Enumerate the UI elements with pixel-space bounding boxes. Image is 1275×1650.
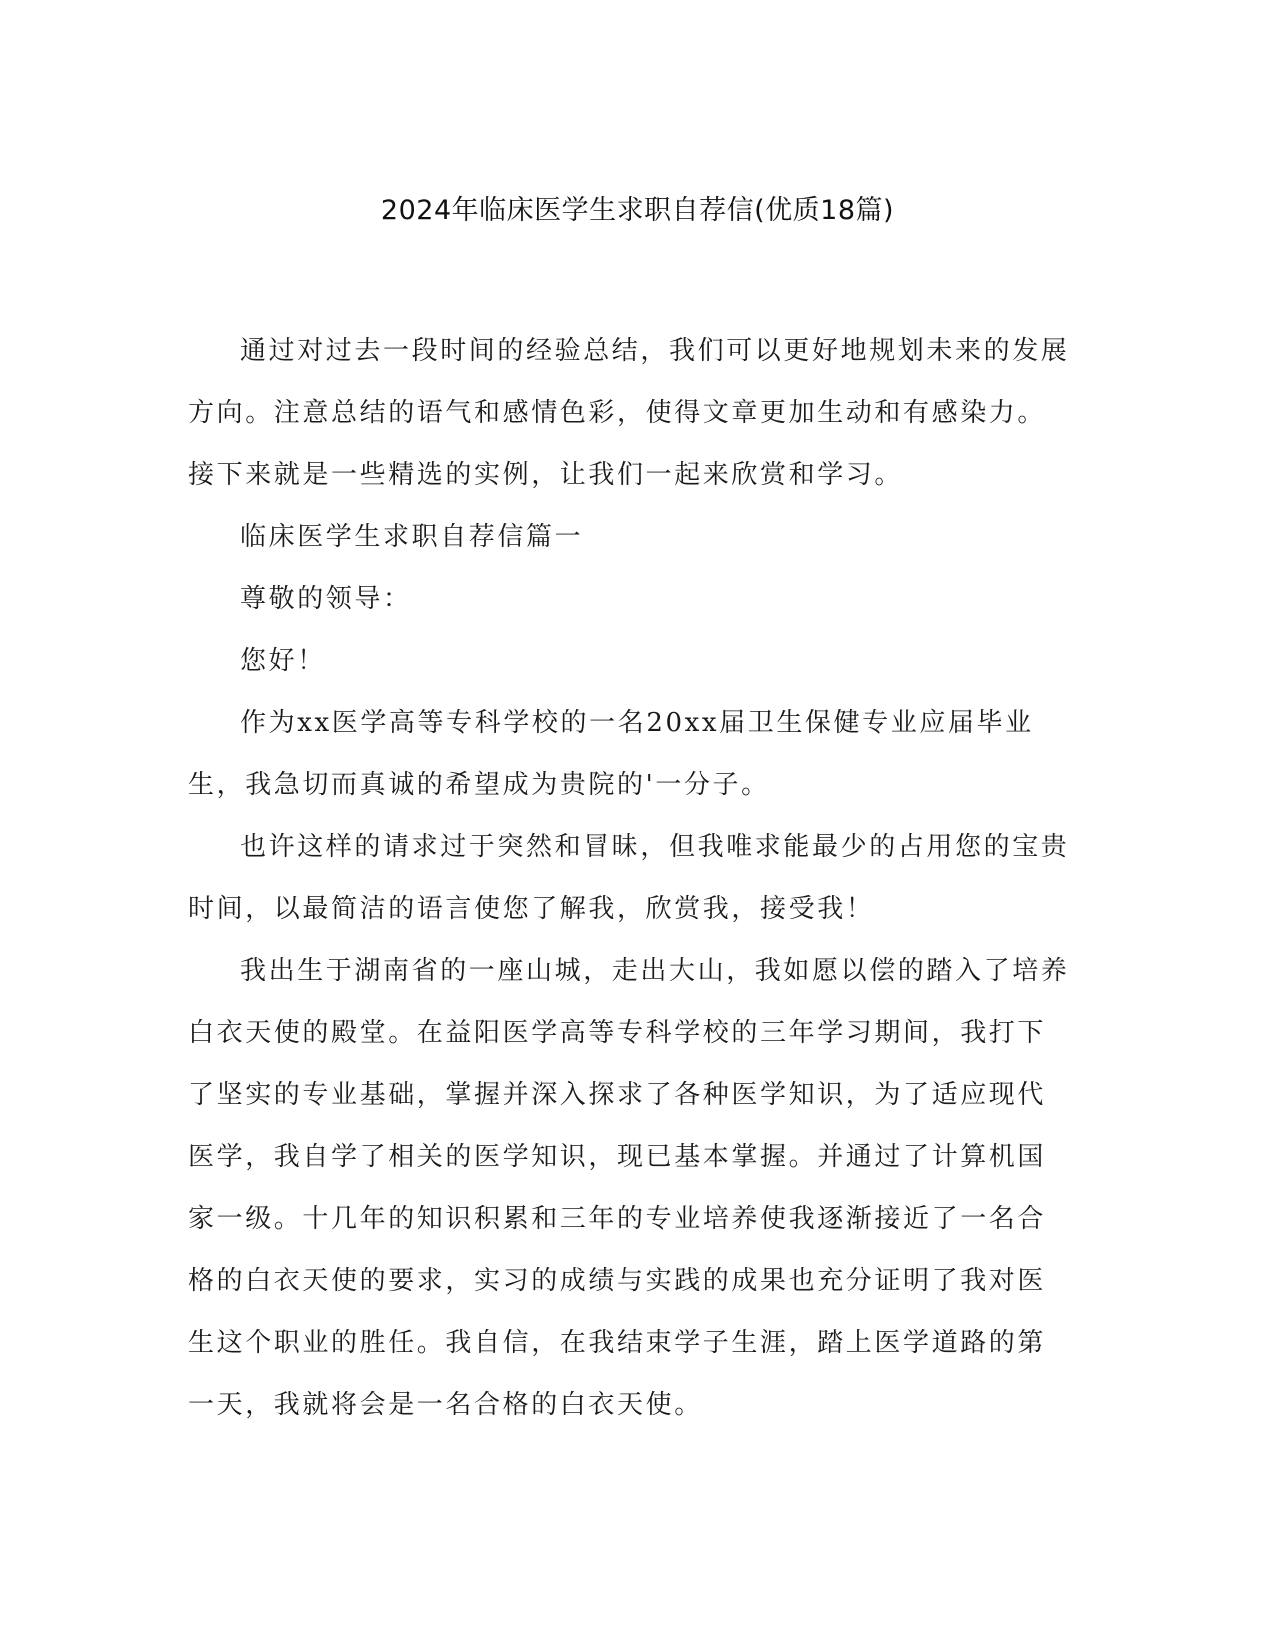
salutation: 尊敬的领导： [240,584,412,614]
intro-paragraph: 通过对过去一段时间的经验总结，我们可以更好地规划未来的发展方向。注意总结的语气和感情色彩，使得文章更加生动和有感染力。接下来就是一些精选的实例，让我们一起来欣赏和学习。 [188,336,1070,490]
body-paragraph: 作为xx医学高等专科学校的一名20xx届卫生保健专业应届毕业生，我急切而真诚的希望成为贵院的'一分子。 [188,708,1034,800]
body-paragraph: 我出生于湖南省的一座山城，走出大山，我如愿以偿的踏入了培养白衣天使的殿堂。在益阳医学高等专科学校的三年学习期间，我打下了坚实的专业基础，掌握并深入探求了各种医学知识，为了适应现代医学，我自学了相关的医学知识，现已基本掌握。并通过了计算机国家一级。十几年的知识积累和三年的专业培养使我逐渐接近了一名合格的白衣天使的要求，实习的成绩与实践的成果也充分证明了我对医生这个职业的胜任。我自信，在我结束学子生涯，踏上医学道路的第一天，我就将会是一名合格的白衣天使。 [188,956,1070,1420]
greeting: 您好！ [240,646,326,676]
document-body [188,320,1072,1436]
body-paragraph: 也许这样的请求过于突然和冒昧，但我唯求能最少的占用您的宝贵时间，以最简洁的语言使您了解我，欣赏我，接受我！ [188,832,1070,924]
document-title: 2024年临床医学生求职自荐信(优质18篇) [380,195,895,226]
section-heading: 临床医学生求职自荐信篇一 [240,522,584,552]
